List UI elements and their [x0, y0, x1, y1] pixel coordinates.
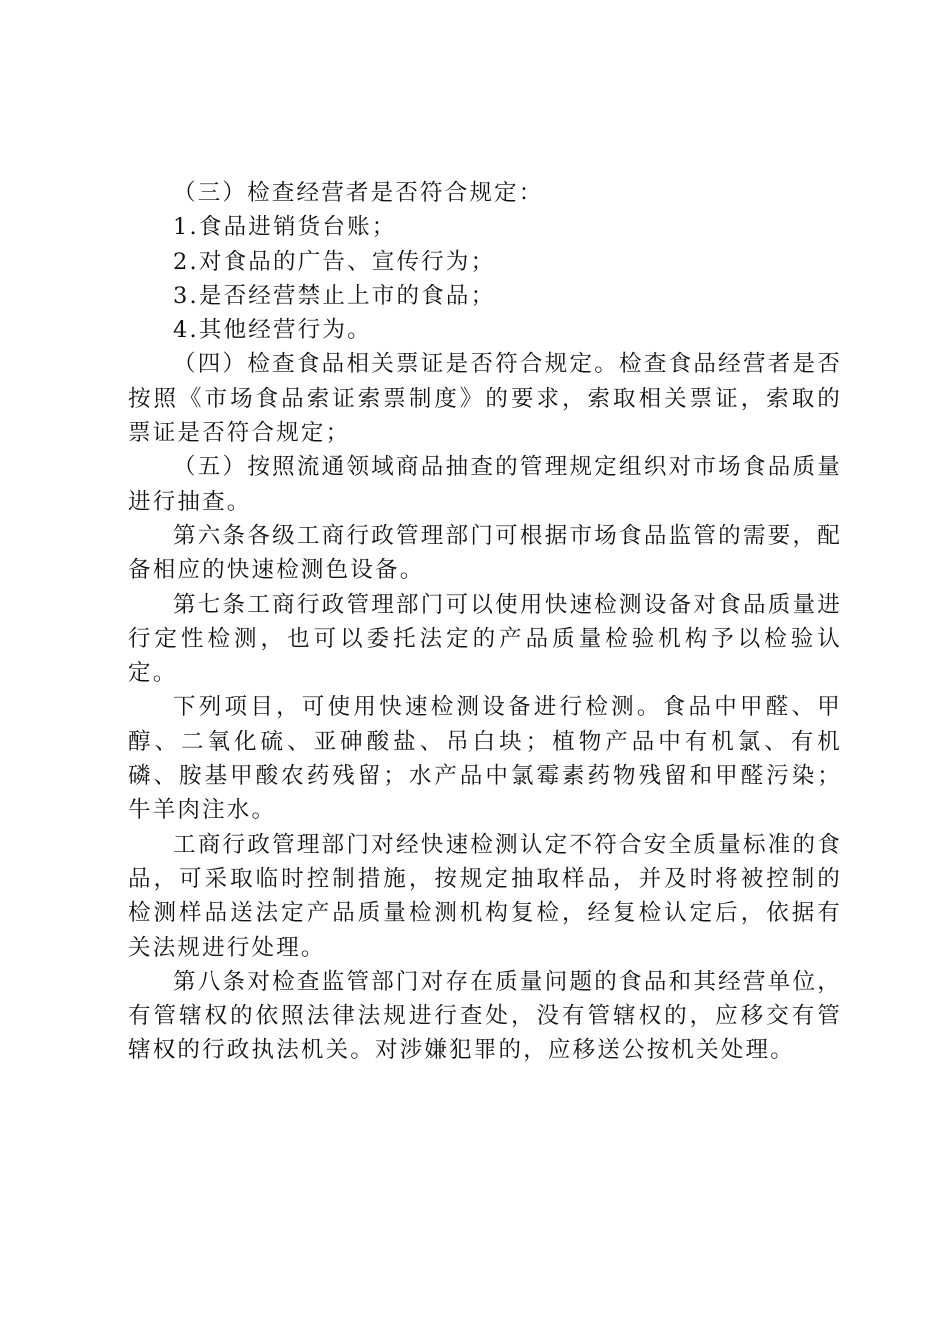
- paragraph-inspection-4: （四）检查食品相关票证是否符合规定。检查食品经营者是否按照《市场食品索证索票制度》的要求，索取相关票证，索取的票证是否符合规定；: [128, 351, 842, 447]
- paragraph-test-items: 下列项目，可使用快速检测设备进行检测。食品中甲醛、甲醇、二氧化硫、亚砷酸盐、吊白块；植物产品中有机氯、有机磷、胺基甲酸农药残留；水产品中氯霉素药物残留和甲醛污染；牛羊肉注水。: [128, 694, 842, 824]
- paragraph-inspection-5: （五）按照流通领域商品抽查的管理规定组织对市场食品质量进行抽查。: [128, 454, 842, 515]
- list-item-2: 2.对食品的广告、宣传行为；: [173, 248, 496, 275]
- paragraph-article-6: 第六条各级工商行政管理部门可根据市场食品监管的需要，配备相应的快速检测色设备。: [128, 522, 842, 584]
- list-item-3: 3.是否经营禁止上市的食品；: [173, 282, 496, 309]
- list-item-1: 1.食品进销货台账；: [173, 214, 397, 241]
- paragraph-control-measures: 工商行政管理部门对经快速检测认定不符合安全质量标准的食品，可采取临时控制措施，按规定抽取样品，并及时将被控制的检测样品送法定产品质量检测机构复检，经复检认定后，依据有关法规进行处理。: [128, 831, 842, 961]
- paragraph-inspection-3: （三）检查经营者是否符合规定：: [173, 180, 544, 206]
- document-body: [128, 176, 842, 1068]
- paragraph-article-7: 第七条工商行政管理部门可以使用快速检测设备对食品质量进行定性检测，也可以委托法定的产品质量检验机构予以检验认定。: [128, 591, 842, 687]
- paragraph-article-8: 第八条对检查监管部门对存在质量问题的食品和其经营单位，有管辖权的依照法律法规进行查处，没有管辖权的，应移交有管辖权的行政执法机关。对涉嫌犯罪的，应移送公按机关处理。: [128, 968, 842, 1064]
- list-item-4: 4.其他经营行为。: [173, 317, 372, 344]
